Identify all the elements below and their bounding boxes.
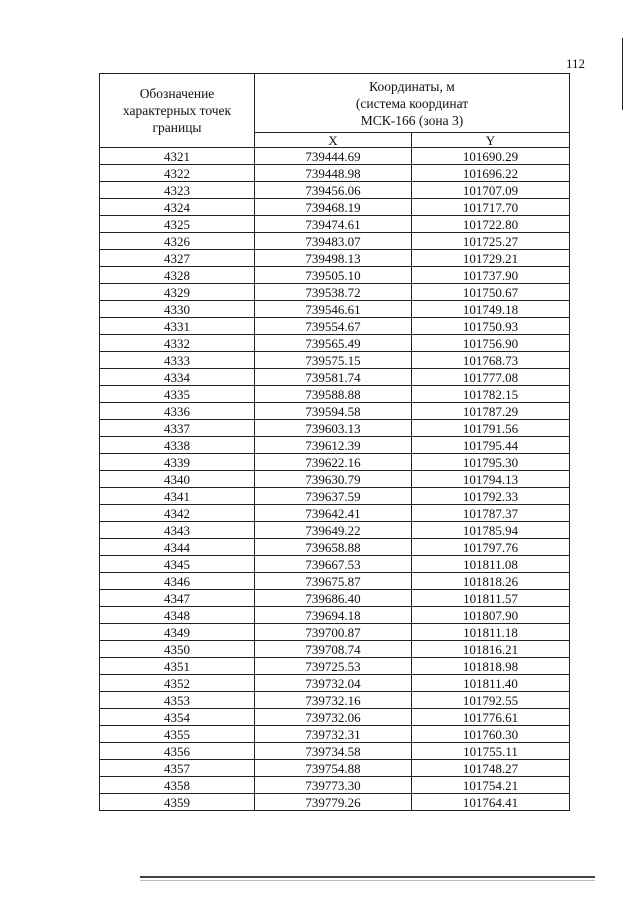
y-coordinate-cell: 101754.21	[412, 777, 570, 794]
x-coordinate-cell: 739612.39	[255, 437, 412, 454]
y-coordinate-cell: 101797.76	[412, 539, 570, 556]
table-row	[100, 437, 570, 454]
margin-line	[622, 38, 623, 110]
point-cell: 4324	[100, 199, 255, 216]
x-coordinate-cell: 739538.72	[255, 284, 412, 301]
point-cell: 4351	[100, 658, 255, 675]
x-coordinate-cell: 739483.07	[255, 233, 412, 250]
point-cell: 4334	[100, 369, 255, 386]
table-row	[100, 233, 570, 250]
point-cell: 4330	[100, 301, 255, 318]
point-cell: 4323	[100, 182, 255, 199]
table-row	[100, 216, 570, 233]
y-coordinate-cell: 101737.90	[412, 267, 570, 284]
table-row	[100, 318, 570, 335]
y-coordinate-cell: 101696.22	[412, 165, 570, 182]
table-row	[100, 335, 570, 352]
y-coordinate-cell: 101725.27	[412, 233, 570, 250]
x-coordinate-cell: 739642.41	[255, 505, 412, 522]
y-coordinate-cell: 101811.57	[412, 590, 570, 607]
y-coordinate-cell: 101729.21	[412, 250, 570, 267]
x-coordinate-cell: 739565.49	[255, 335, 412, 352]
table-row	[100, 658, 570, 675]
table-row	[100, 369, 570, 386]
table-row	[100, 726, 570, 743]
point-cell: 4338	[100, 437, 255, 454]
x-coordinate-cell: 739581.74	[255, 369, 412, 386]
x-coordinate-cell: 739444.69	[255, 148, 412, 165]
point-cell: 4333	[100, 352, 255, 369]
point-cell: 4329	[100, 284, 255, 301]
x-coordinate-cell: 739594.58	[255, 403, 412, 420]
point-cell: 4358	[100, 777, 255, 794]
table-row	[100, 794, 570, 811]
point-cell: 4328	[100, 267, 255, 284]
x-coordinate-cell: 739554.67	[255, 318, 412, 335]
point-cell: 4321	[100, 148, 255, 165]
x-coordinate-cell: 739708.74	[255, 641, 412, 658]
table-row	[100, 539, 570, 556]
x-coordinate-cell: 739498.13	[255, 250, 412, 267]
point-designation-header: Обозначение характерных точек границы	[100, 74, 255, 148]
y-coordinate-cell: 101777.08	[412, 369, 570, 386]
x-coordinate-cell: 739603.13	[255, 420, 412, 437]
x-coordinate-cell: 739732.04	[255, 675, 412, 692]
table-row	[100, 709, 570, 726]
table-row	[100, 522, 570, 539]
y-coordinate-cell: 101811.18	[412, 624, 570, 641]
y-coordinate-cell: 101794.13	[412, 471, 570, 488]
x-coordinate-cell: 739675.87	[255, 573, 412, 590]
y-coordinate-cell: 101717.70	[412, 199, 570, 216]
table-row	[100, 471, 570, 488]
x-coordinate-cell: 739658.88	[255, 539, 412, 556]
y-coordinate-cell: 101722.80	[412, 216, 570, 233]
y-coordinate-cell: 101807.90	[412, 607, 570, 624]
point-cell: 4335	[100, 386, 255, 403]
y-coordinate-cell: 101764.41	[412, 794, 570, 811]
table-row	[100, 624, 570, 641]
point-cell: 4348	[100, 607, 255, 624]
x-coordinate-cell: 739773.30	[255, 777, 412, 794]
table-row	[100, 267, 570, 284]
footer-rule-shadow	[140, 880, 595, 881]
point-cell: 4337	[100, 420, 255, 437]
table-row	[100, 488, 570, 505]
point-cell: 4343	[100, 522, 255, 539]
table-row	[100, 301, 570, 318]
coordinates-header	[255, 74, 570, 133]
table-row	[100, 165, 570, 182]
table-row	[100, 556, 570, 573]
y-coordinate-cell: 101816.21	[412, 641, 570, 658]
point-cell: 4345	[100, 556, 255, 573]
y-coordinate-cell: 101787.29	[412, 403, 570, 420]
x-coordinate-cell: 739700.87	[255, 624, 412, 641]
point-cell: 4331	[100, 318, 255, 335]
point-cell: 4326	[100, 233, 255, 250]
point-cell: 4341	[100, 488, 255, 505]
x-coordinate-cell: 739734.58	[255, 743, 412, 760]
y-coordinate-cell: 101756.90	[412, 335, 570, 352]
y-coordinate-cell: 101795.30	[412, 454, 570, 471]
x-coordinate-cell: 739725.53	[255, 658, 412, 675]
coordinates-table	[99, 73, 570, 811]
x-coordinate-cell: 739694.18	[255, 607, 412, 624]
x-coordinate-cell: 739732.06	[255, 709, 412, 726]
coordinates-header-line-1: Координаты, м	[369, 78, 455, 94]
y-coordinate-cell: 101707.09	[412, 182, 570, 199]
point-cell: 4336	[100, 403, 255, 420]
x-coordinate-cell: 739732.16	[255, 692, 412, 709]
table-row	[100, 182, 570, 199]
x-coordinate-cell: 739474.61	[255, 216, 412, 233]
table-row	[100, 284, 570, 301]
point-cell: 4356	[100, 743, 255, 760]
point-cell: 4353	[100, 692, 255, 709]
x-coordinate-cell: 739667.53	[255, 556, 412, 573]
point-cell: 4342	[100, 505, 255, 522]
point-cell: 4352	[100, 675, 255, 692]
table-row	[100, 590, 570, 607]
y-coordinate-cell: 101818.26	[412, 573, 570, 590]
point-cell: 4346	[100, 573, 255, 590]
table-row	[100, 573, 570, 590]
y-coordinate-cell: 101785.94	[412, 522, 570, 539]
coordinates-header-line-2: (система координат	[355, 95, 469, 111]
y-coordinate-cell: 101768.73	[412, 352, 570, 369]
x-coordinate-cell: 739649.22	[255, 522, 412, 539]
table-row	[100, 675, 570, 692]
point-cell: 4327	[100, 250, 255, 267]
y-coordinate-cell: 101750.67	[412, 284, 570, 301]
point-cell: 4359	[100, 794, 255, 811]
x-coordinate-cell: 739732.31	[255, 726, 412, 743]
footer-rule	[140, 876, 595, 878]
point-cell: 4354	[100, 709, 255, 726]
y-coordinate-cell: 101776.61	[412, 709, 570, 726]
x-coordinate-cell: 739588.88	[255, 386, 412, 403]
table-body	[100, 74, 570, 811]
point-cell: 4355	[100, 726, 255, 743]
y-coordinate-cell: 101749.18	[412, 301, 570, 318]
table-row	[100, 250, 570, 267]
table-row	[100, 692, 570, 709]
x-coordinate-cell: 739779.26	[255, 794, 412, 811]
y-coordinate-cell: 101795.44	[412, 437, 570, 454]
y-coordinate-cell: 101818.98	[412, 658, 570, 675]
x-coordinate-cell: 739630.79	[255, 471, 412, 488]
y-coordinate-cell: 101811.08	[412, 556, 570, 573]
y-coordinate-cell: 101690.29	[412, 148, 570, 165]
y-coordinate-cell: 101811.40	[412, 675, 570, 692]
table-row	[100, 199, 570, 216]
page-number: 112	[566, 56, 586, 71]
x-coordinate-cell: 739468.19	[255, 199, 412, 216]
point-cell: 4339	[100, 454, 255, 471]
table-row	[100, 743, 570, 760]
table-row	[100, 454, 570, 471]
table-row	[100, 607, 570, 624]
y-coordinate-cell: 101750.93	[412, 318, 570, 335]
point-cell: 4347	[100, 590, 255, 607]
y-coordinate-cell: 101791.56	[412, 420, 570, 437]
table-row	[100, 505, 570, 522]
coordinates-header-line-3: МСК-166 (зона 3)	[360, 112, 464, 128]
x-coordinate-cell: 739448.98	[255, 165, 412, 182]
y-coordinate-cell: 101755.11	[412, 743, 570, 760]
point-cell: 4322	[100, 165, 255, 182]
x-coordinate-cell: 739456.06	[255, 182, 412, 199]
x-coordinate-cell: 739505.10	[255, 267, 412, 284]
y-coordinate-cell: 101748.27	[412, 760, 570, 777]
table-row	[100, 777, 570, 794]
table-row	[100, 403, 570, 420]
table-header-row	[100, 74, 570, 133]
point-cell: 4349	[100, 624, 255, 641]
point-cell: 4357	[100, 760, 255, 777]
point-cell: 4350	[100, 641, 255, 658]
y-column-header: Y	[412, 133, 570, 148]
y-coordinate-cell: 101787.37	[412, 505, 570, 522]
y-coordinate-cell: 101792.55	[412, 692, 570, 709]
x-coordinate-cell: 739546.61	[255, 301, 412, 318]
x-coordinate-cell: 739575.15	[255, 352, 412, 369]
x-coordinate-cell: 739686.40	[255, 590, 412, 607]
point-cell: 4344	[100, 539, 255, 556]
table-row	[100, 420, 570, 437]
x-column-header: X	[255, 133, 412, 148]
y-coordinate-cell: 101760.30	[412, 726, 570, 743]
point-cell: 4340	[100, 471, 255, 488]
table-row	[100, 760, 570, 777]
y-coordinate-cell: 101792.33	[412, 488, 570, 505]
table-row	[100, 386, 570, 403]
point-cell: 4332	[100, 335, 255, 352]
x-coordinate-cell: 739637.59	[255, 488, 412, 505]
table-row	[100, 352, 570, 369]
table-row	[100, 641, 570, 658]
point-cell: 4325	[100, 216, 255, 233]
y-coordinate-cell: 101782.15	[412, 386, 570, 403]
x-coordinate-cell: 739622.16	[255, 454, 412, 471]
table-row	[100, 148, 570, 165]
x-coordinate-cell: 739754.88	[255, 760, 412, 777]
